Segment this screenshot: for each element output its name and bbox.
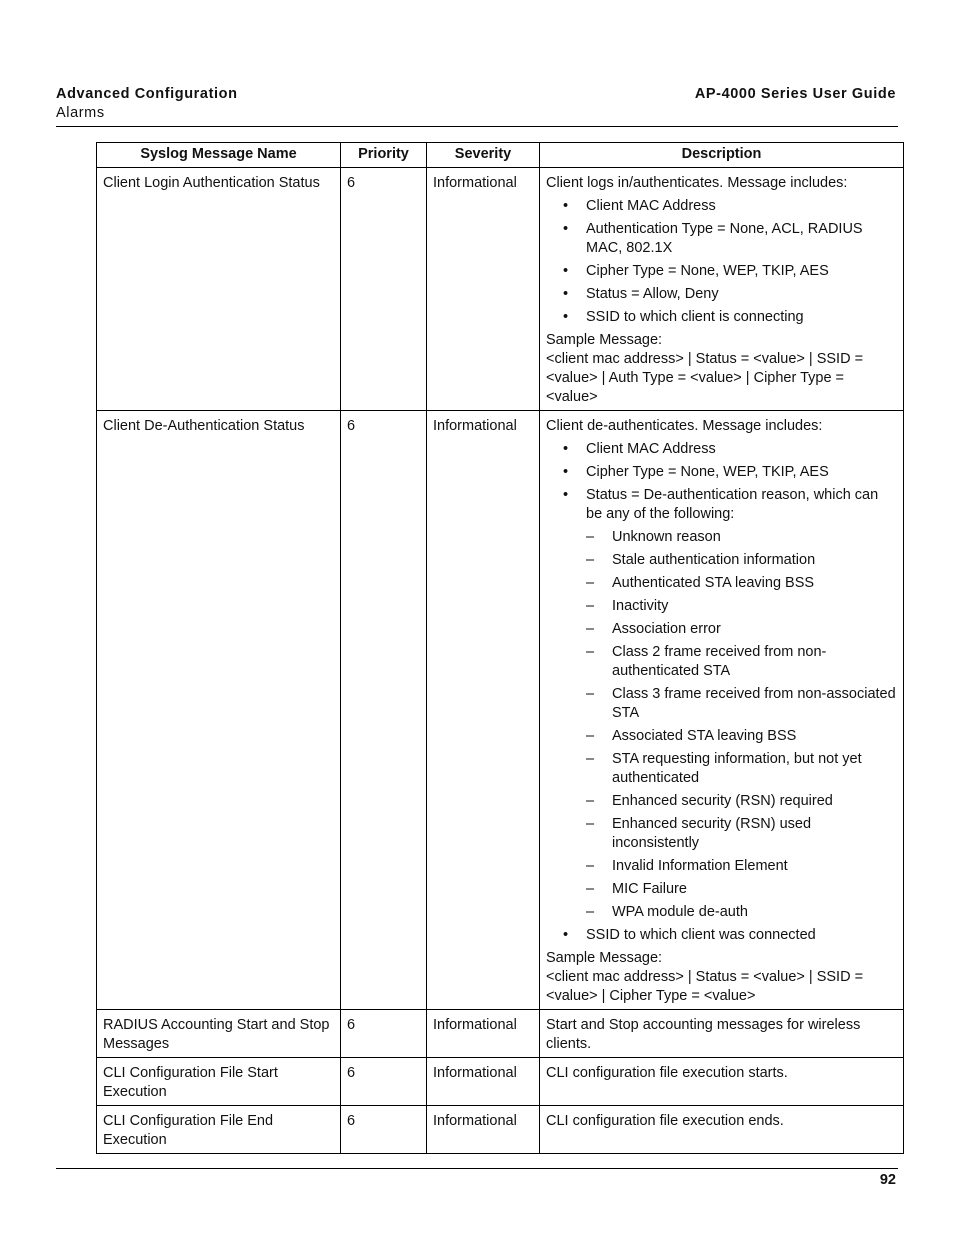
cell-message-name: Client De-Authentication Status bbox=[97, 411, 341, 1010]
bullet-marker: • bbox=[563, 309, 569, 325]
description-intro: Client de-authenticates. Message includes: bbox=[546, 418, 823, 434]
bullet-marker: • bbox=[563, 464, 569, 480]
dash-marker: – bbox=[586, 598, 595, 614]
cell-priority: 6 bbox=[341, 411, 427, 1010]
bullet-list bbox=[546, 440, 897, 945]
cell-description bbox=[540, 168, 904, 411]
list-item: – Invalid Information Element bbox=[586, 858, 788, 874]
cell-description: Start and Stop accounting messages for wireless clients. bbox=[540, 1010, 904, 1058]
section-title: Advanced Configuration bbox=[56, 86, 238, 102]
list-item: • Cipher Type = None, WEP, TKIP, AES bbox=[563, 263, 829, 279]
list-item: – Inactivity bbox=[586, 598, 669, 614]
cell-priority: 6 bbox=[341, 1106, 427, 1154]
table-row bbox=[97, 1058, 904, 1106]
table-row bbox=[97, 411, 904, 1010]
table-header-row bbox=[97, 143, 904, 168]
list-item: • Status = Allow, Deny bbox=[563, 286, 719, 302]
table-row bbox=[97, 168, 904, 411]
list-item: – Class 3 frame received from non-associated STA bbox=[586, 686, 896, 721]
cell-priority: 6 bbox=[341, 1010, 427, 1058]
list-item: – Enhanced security (RSN) used inconsistently bbox=[586, 816, 812, 851]
list-item: – Association error bbox=[586, 621, 721, 637]
page-number: 92 bbox=[879, 1172, 896, 1188]
cell-description: CLI configuration file execution ends. bbox=[540, 1106, 904, 1154]
dash-marker: – bbox=[586, 529, 595, 545]
description-intro: Client logs in/authenticates. Message includes: bbox=[546, 175, 848, 191]
list-item: – WPA module de-auth bbox=[586, 904, 748, 920]
list-item: • Cipher Type = None, WEP, TKIP, AES bbox=[563, 464, 829, 480]
cell-severity: Informational bbox=[427, 411, 540, 1010]
dash-marker: – bbox=[586, 686, 595, 702]
list-item: – Associated STA leaving BSS bbox=[586, 728, 797, 744]
list-item: • SSID to which client is connecting bbox=[563, 309, 804, 325]
dash-marker: – bbox=[586, 644, 595, 660]
cell-description bbox=[540, 411, 904, 1010]
header-rule bbox=[56, 126, 898, 127]
bullet-marker: • bbox=[563, 927, 569, 943]
list-item: – Enhanced security (RSN) required bbox=[586, 793, 833, 809]
table-row bbox=[97, 1106, 904, 1154]
dash-marker: – bbox=[586, 575, 595, 591]
subsection-title: Alarms bbox=[56, 105, 105, 121]
column-header-name: Syslog Message Name bbox=[97, 143, 341, 168]
bullet-marker: • bbox=[563, 263, 569, 279]
cell-description: CLI configuration file execution starts. bbox=[540, 1058, 904, 1106]
cell-severity: Informational bbox=[427, 1106, 540, 1154]
list-item: – STA requesting information, but not yet authenticated bbox=[586, 751, 862, 786]
list-item: • Client MAC Address bbox=[563, 198, 716, 214]
table-row bbox=[97, 1010, 904, 1058]
list-item: – Class 2 frame received from non-authenticated STA bbox=[586, 644, 827, 679]
list-item: – Authenticated STA leaving BSS bbox=[586, 575, 815, 591]
syslog-table bbox=[96, 142, 904, 1154]
cell-severity: Informational bbox=[427, 1010, 540, 1058]
dash-marker: – bbox=[586, 858, 595, 874]
dash-marker: – bbox=[586, 904, 595, 920]
dash-marker: – bbox=[586, 816, 595, 832]
bullet-marker: • bbox=[563, 286, 569, 302]
dash-marker: – bbox=[586, 552, 595, 568]
sample-message: <client mac address> | Status = <value> | SSID = <value> | Cipher Type = <value> bbox=[546, 969, 864, 1004]
footer-rule bbox=[56, 1168, 898, 1169]
cell-severity: Informational bbox=[427, 1058, 540, 1106]
reason-list bbox=[586, 528, 897, 922]
list-item: • Authentication Type = None, ACL, RADIUS MAC, 802.1X bbox=[563, 221, 863, 256]
dash-marker: – bbox=[586, 728, 595, 744]
cell-severity: Informational bbox=[427, 168, 540, 411]
bullet-marker: • bbox=[563, 198, 569, 214]
list-item: – Stale authentication information bbox=[586, 552, 816, 568]
cell-priority: 6 bbox=[341, 1058, 427, 1106]
list-item: – MIC Failure bbox=[586, 881, 687, 897]
cell-message-name: RADIUS Accounting Start and Stop Messages bbox=[97, 1010, 341, 1058]
bullet-list bbox=[546, 197, 897, 327]
cell-message-name: CLI Configuration File Start Execution bbox=[97, 1058, 341, 1106]
bullet-marker: • bbox=[563, 441, 569, 457]
cell-priority: 6 bbox=[341, 168, 427, 411]
list-item: • SSID to which client was connected bbox=[563, 927, 816, 943]
bullet-marker: • bbox=[563, 487, 569, 503]
cell-message-name: CLI Configuration File End Execution bbox=[97, 1106, 341, 1154]
list-item: – Unknown reason bbox=[586, 529, 721, 545]
list-item: • Status = De-authentication reason, which can be any of the following: – Unknown reason – Stale authentication information – Authenticated STA leaving BSS – Inactivity – Association error – Class 2 frame received from non-authenticated STA – Class 3 frame received from non-associated STA – Associated STA leaving BSS – STA requesting information, but not yet authenticated – Enhanced security (RSN) required – Enhanced security (RSN) used inconsistently – Invalid Information Element – MIC Failure – WPA module de-auth bbox=[546, 486, 897, 922]
column-header-description: Description bbox=[540, 143, 904, 168]
sample-message-label: Sample Message: bbox=[546, 950, 663, 966]
bullet-marker: • bbox=[563, 221, 569, 237]
dash-marker: – bbox=[586, 751, 595, 767]
dash-marker: – bbox=[586, 881, 595, 897]
cell-message-name: Client Login Authentication Status bbox=[97, 168, 341, 411]
page-header-left bbox=[56, 85, 238, 123]
list-item: • Client MAC Address bbox=[563, 441, 716, 457]
column-header-priority: Priority bbox=[341, 143, 427, 168]
sample-message-label: Sample Message: bbox=[546, 332, 663, 348]
column-header-severity: Severity bbox=[427, 143, 540, 168]
sample-message: <client mac address> | Status = <value> | SSID = <value> | Auth Type = <value> | Cipher Type = <value> bbox=[546, 351, 864, 405]
dash-marker: – bbox=[586, 793, 595, 809]
dash-marker: – bbox=[586, 621, 595, 637]
guide-title: AP-4000 Series User Guide bbox=[694, 86, 896, 102]
